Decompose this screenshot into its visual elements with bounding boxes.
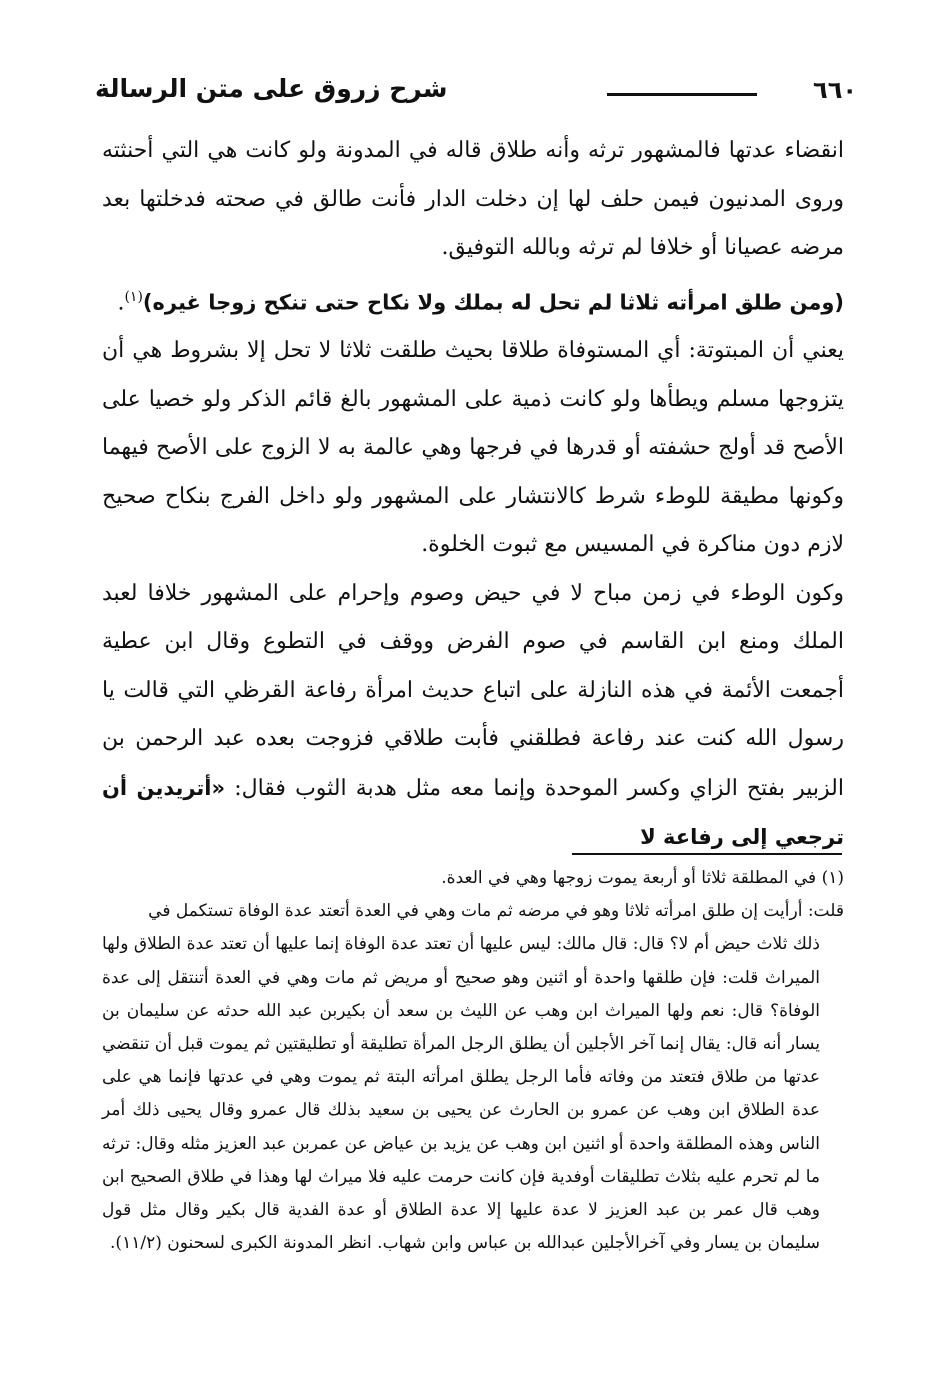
bold-statement: [102, 273, 844, 328]
footnote-1: (١) في المطلقة ثلاثا أو أربعة يموت زوجها وهي في العدة.: [441, 868, 844, 888]
footnote-rule: [572, 853, 842, 855]
header-rule: [607, 93, 757, 96]
statement-end: .: [117, 289, 125, 315]
page-number: ٦٦٠: [813, 76, 857, 104]
paragraph-text: وكون الوطء في زمن مباح لا في حيض وصوم وإحرام على المشهور خلافا لعبد الملك ومنع ابن القاسم في صوم الفرض ووقف في التطوع وقال ابن عطية أجمعت الأئمة في هذه النازلة على اتباع حديث امرأة رفاعة القرظي التي قالت يا رسول الله كنت عند رفاعة فطلقني فأبت طلاقي فزوجت بعده عبد الرحمن بن الزبير بفتح الزاي وكسر الموحدة وإنما معه مثل هدبة الثوب فقال:: [102, 580, 844, 801]
hadith-quote: «أتريدين أن ترجعي إلى رفاعة لا: [102, 775, 844, 850]
page-header: [95, 70, 857, 114]
paragraph: يعني أن المبتوتة: أي المستوفاة طلاقا بحيث طلقت ثلاثا لا تحل إلا بشروط هي أن يتزوجها مسلم ويطأها ولو كانت ذمية على المشهور بالغ قائم الذكر ولو خصيا على الأصح قد أولج حشفته أو قدرها في فرجها وهي عالمة به لا الزوج على الأصح فيهما وكونها مطيقة للوطء شرط كالانتشار على المشهور ولو داخل الفرج بنكاح صحيح لازم دون مناكرة في المسيس مع ثبوت الخلوة.: [102, 338, 844, 558]
footnote-quote-first-line: قلت: أرأيت إن طلق امرأته ثلاثا وهو في مرضه ثم مات وهي في العدة أتعتد عدة الوفاة تستكمل في: [148, 901, 844, 922]
footnote-marker: (١): [124, 288, 143, 305]
running-title: شرح زروق على متن الرسالة: [95, 74, 448, 103]
paragraph: [102, 570, 844, 863]
main-text: [102, 127, 844, 863]
footnote-quote-body: ذلك ثلاث حيض أم لا؟ قال: قال مالك: ليس عليها أن تعتد عدة الوفاة إنما عليها أن تعتد عدة الطلاق ولها الميراث قلت: فإن طلقها واحدة أو اثنين وهو صحيح أو مريض ثم مات وهي في العدة أتنتقل إلى عدة الوفاة؟ قال: نعم ولها الميراث ابن وهب عن الليث بن سعد أن بكيربن عبد الله حدثه عن سليمان بن يسار أنه قال: يقال إنما آخر الأجلين أن يطلق الرجل المرأة تطليقة أو تطليقتين ثم يموت قبل أن تنقضي عدتها من طلاق فتعتد من وفاته فأما الرجل يطلق امرأته البتة ثم يموت وهي في عدتها فإنما هي على عدة الطلاق ابن وهب عن عمرو بن الحارث عن يحيى بن سعيد بذلك قال عمرو وقال يحيى ذلك أمر الناس وهذه المطلقة واحدة أو اثنين ابن وهب عن يزيد بن عياض عن عمربن عبد العزيز مثله وقال: ترثه ما لم تحرم عليه بثلاث تطليقات أوفدية فإن كانت حرمت عليه فلا ميراث لها وهذا في طلاق الصحيح ابن وهب قال عمر بن عبد العزيز لا عدة عليها إلا عدة الطلاق أو عدة الفدية قال بكير وقال مثل قول سليمان بن يسار وفي آخرالأجلين عبدالله بن عباس وابن شهاب. انظر المدونة الكبرى لسحنون (١١/٢).: [102, 934, 820, 1254]
paragraph: انقضاء عدتها فالمشهور ترثه وأنه طلاق قاله في المدونة ولو كانت هي التي أحنثته وروى المدنيون فيمن حلف لها إن دخلت الدار فأنت طالق في صحته فدخلتها بعد مرضه عصيانا أو خلافا لم ترثه وبالله التوفيق.: [102, 138, 844, 260]
matn-text: (ومن طلق امرأته ثلاثا لم تحل له بملك ولا نكاح حتى تنكح زوجا غيره): [142, 289, 844, 314]
footnotes: [102, 862, 844, 1260]
